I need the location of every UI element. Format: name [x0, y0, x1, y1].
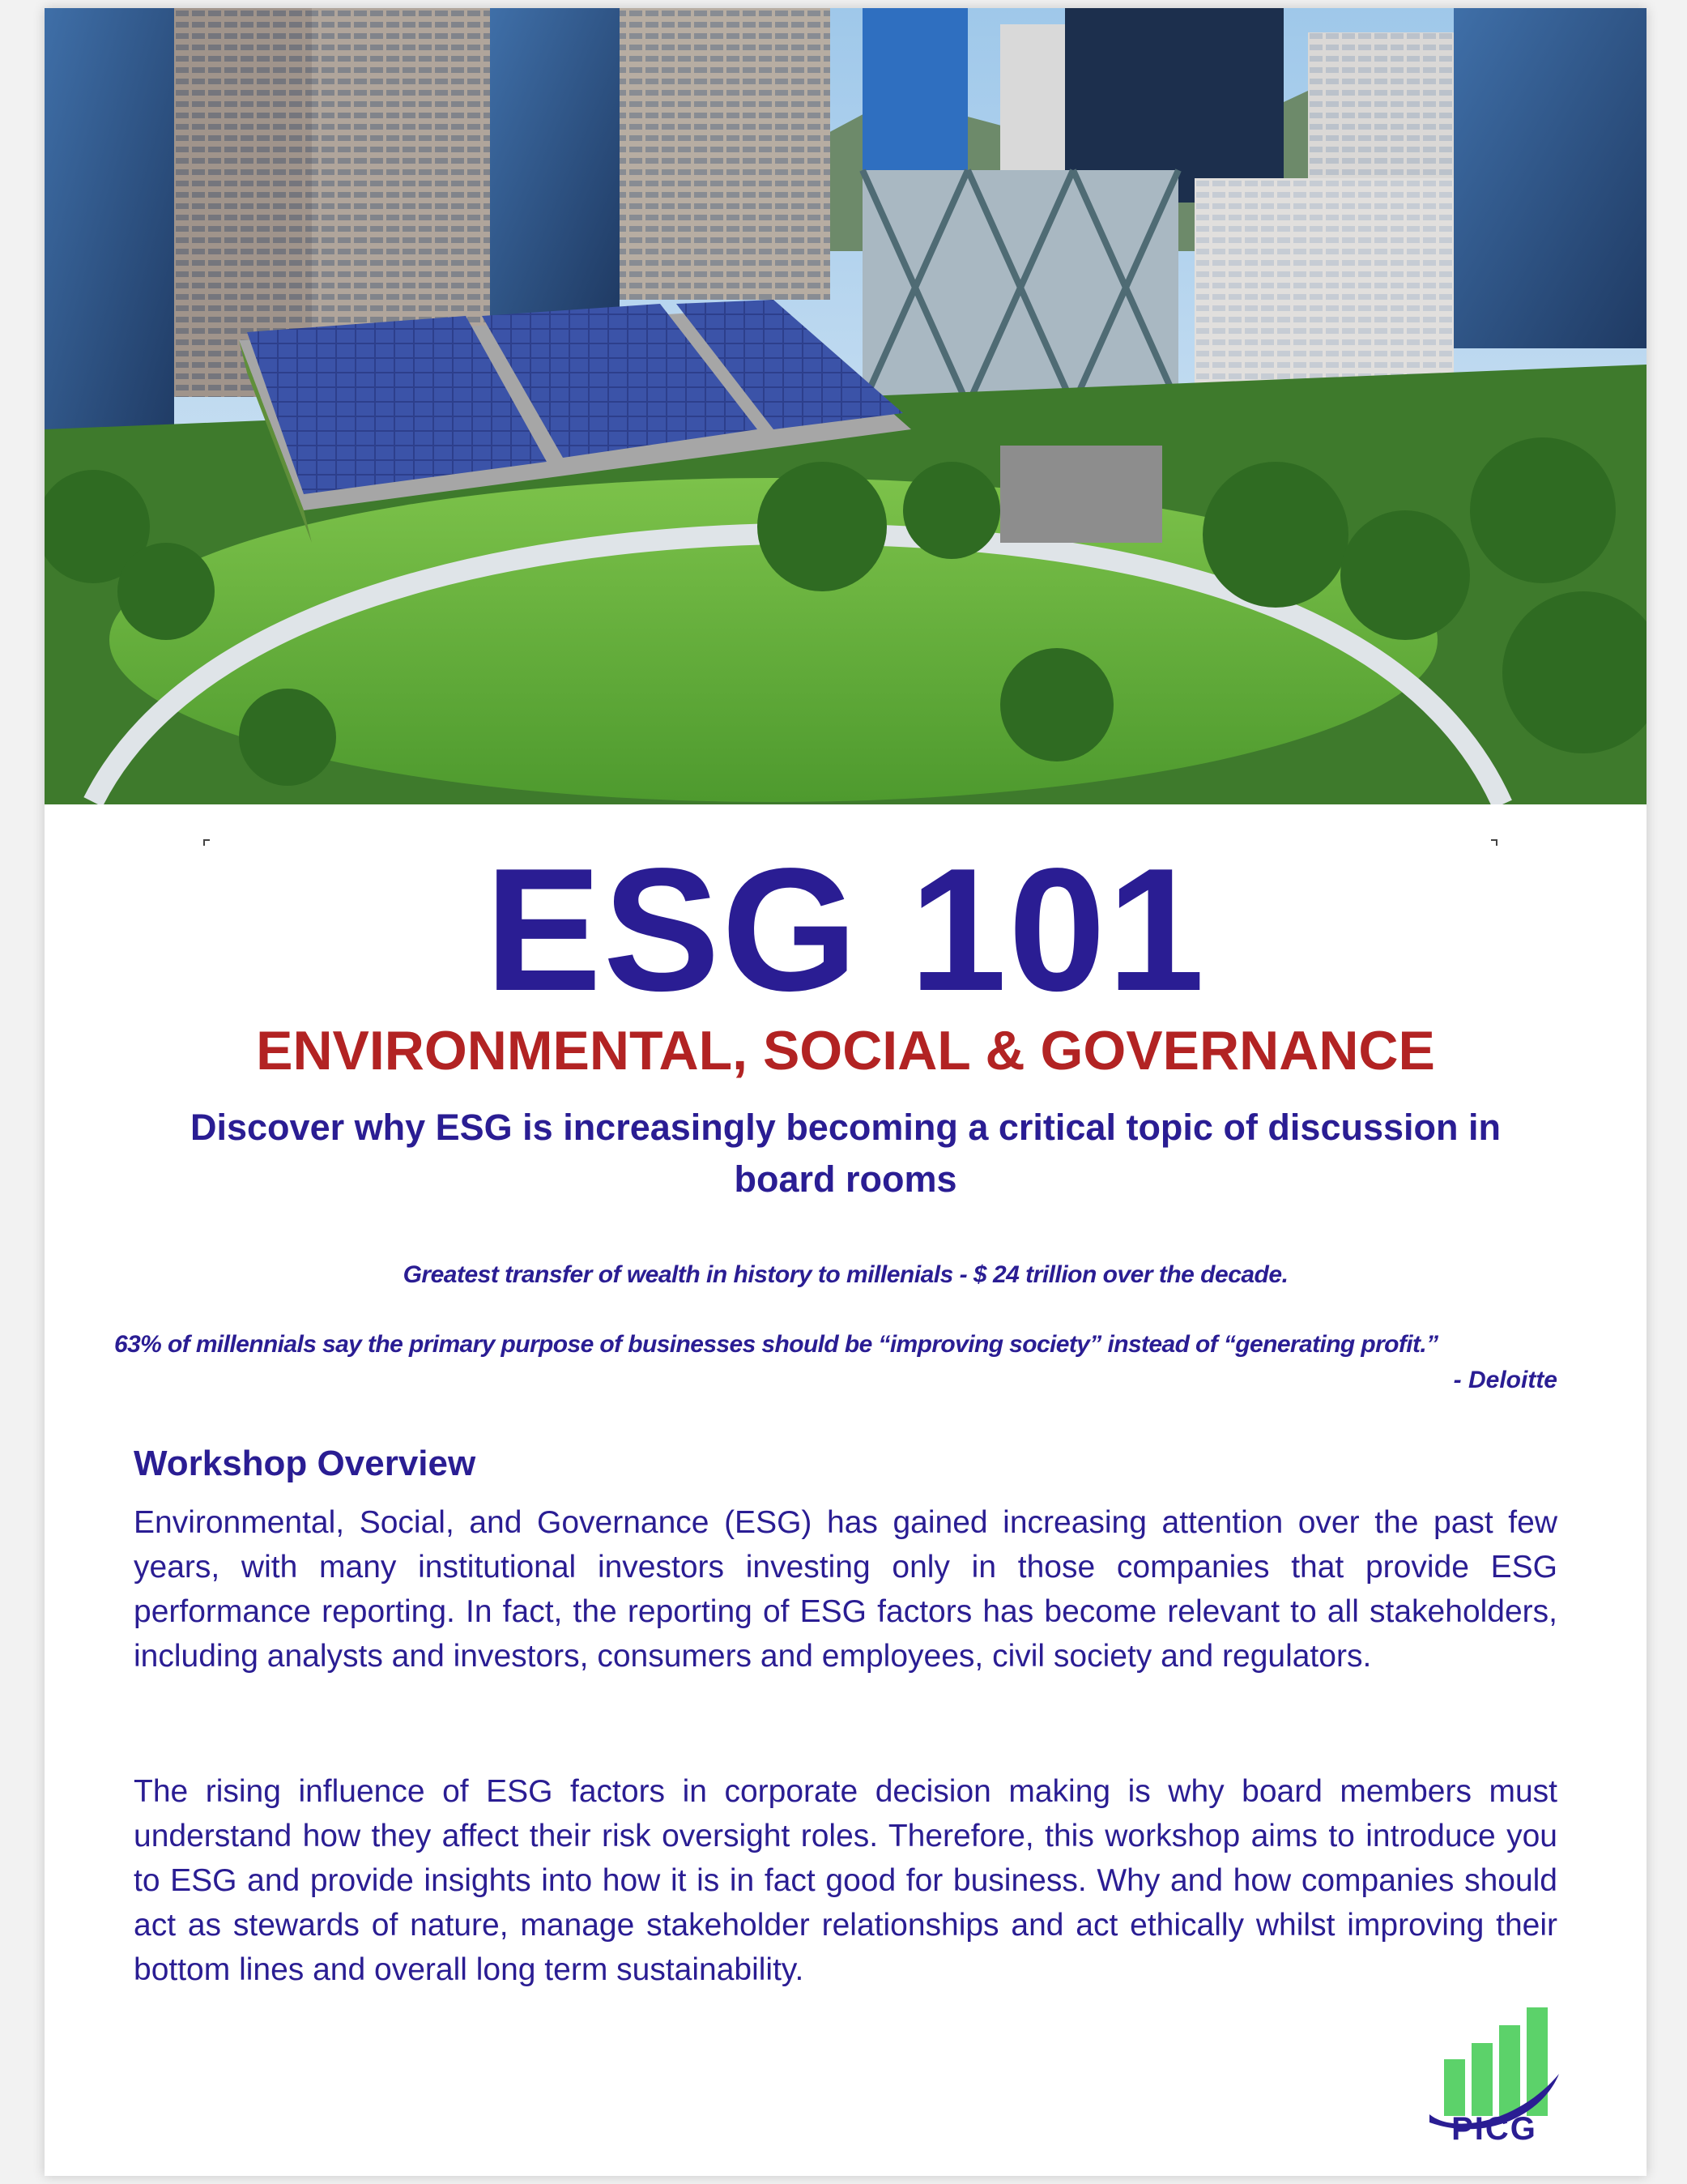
page-title: ESG 101	[484, 831, 1207, 1027]
flyer-page	[45, 8, 1647, 2176]
millennials-quote: 63% of millennials say the primary purpose of businesses should be “improving society” instead of “generating profit.”	[114, 1331, 1438, 1358]
hero-photo	[45, 8, 1647, 804]
logo-text: PICG	[1451, 2111, 1537, 2147]
city-solar-park-photo	[45, 8, 1647, 804]
overview-paragraph-1: Environmental, Social, and Governance (ESG) has gained increasing attention over the past few years, with many institutional investors investing only in those companies that provide ESG performance reporting. In fact, the reporting of ESG factors has become relevant to all stakeholders, including analysts and investors, consumers and employees, civil society and regulators.	[134, 1505, 1557, 1674]
wealth-transfer-quote: Greatest transfer of wealth in history to millenials - $ 24 trillion over the decade.	[403, 1261, 1289, 1288]
tagline: Discover why ESG is increasingly becoming a critical topic of discussion in board rooms	[190, 1107, 1501, 1200]
page-subtitle: ENVIRONMENTAL, SOCIAL & GOVERNANCE	[256, 1020, 1435, 1081]
overview-paragraph-2: The rising influence of ESG factors in corporate decision making is why board members must understand how they affect their risk oversight roles. Therefore, this workshop aims to introduce you to ESG and provide insights into how it is in fact good for business. Why and how companies should act as stewards of nature, manage stakeholder relationships and act ethically whilst improving their bottom lines and overall long term sustainability.	[134, 1774, 1557, 1987]
quote-source: - Deloitte	[1453, 1367, 1557, 1393]
workshop-overview-heading: Workshop Overview	[134, 1444, 476, 1483]
